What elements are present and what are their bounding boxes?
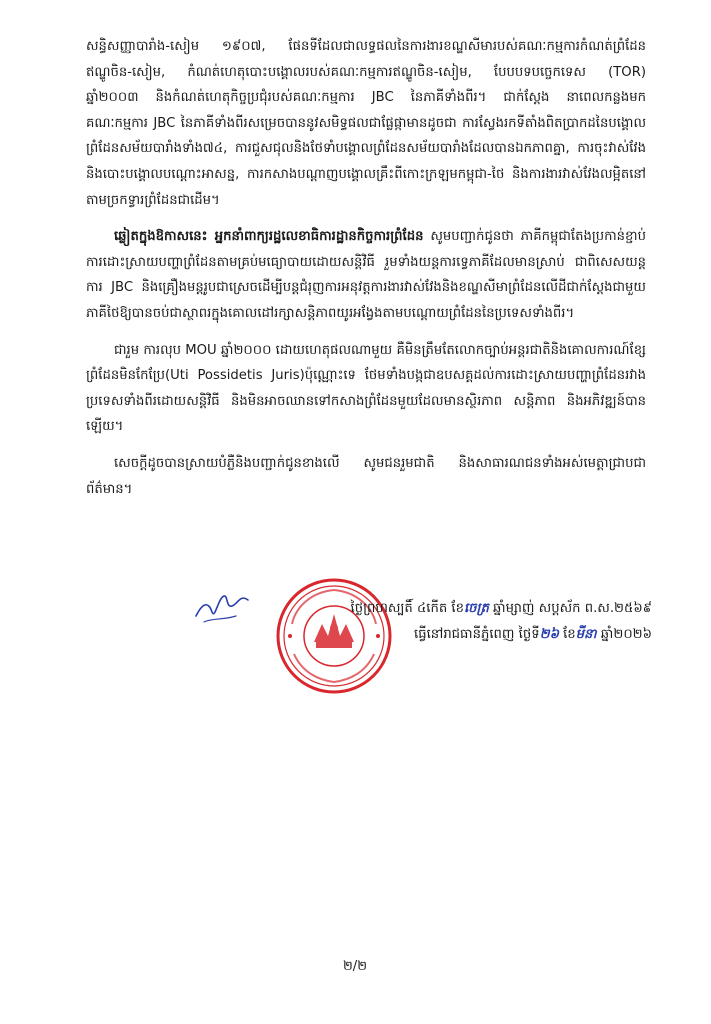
page-number: ២/២ bbox=[342, 959, 368, 974]
day-handwritten: ២៦ bbox=[539, 627, 559, 642]
month-handwritten: មីនា bbox=[575, 627, 597, 642]
paragraph-2-bold-lead: ឆ្លៀតក្នុងឱកាសនេះ អ្នកនាំពាក្យរដ្ឋលេខាធិការដ្ឋានកិច្ចការព្រំដែន bbox=[114, 229, 424, 245]
date-block bbox=[312, 596, 652, 648]
place-date-line bbox=[312, 622, 652, 648]
paragraph-2 bbox=[86, 224, 646, 326]
paragraph-2-text: សូមបញ្ជាក់ជូនថា ភាគីកម្ពុជាតែងប្រកាន់ខ្ជាប់ការដោះស្រាយបញ្ហាព្រំដែនតាមគ្រប់មធ្យោបាយដោយសន្តិវិធី រួមទាំងយន្តការទ្វេភាគីដែលមានស្រាប់ ជាពិសេសយន្តការ JBC និងគ្រឿងមន្តរូបជាស្រេចដើម្បីបន្តជំរុញការអនុវត្តការងារវាស់វែងនិងខណ្ឌសីមាព្រំដែនលើដីជាក់ស្តែងជាមួយភាគីថៃឱ្យបានចប់ជាស្ថាពរក្នុងគោលដៅរក្សាសន្តិភាពយូរអង្វែងតាមបណ្តោយព្រំដែននៃប្រទេសទាំងពីរ។ bbox=[86, 229, 646, 321]
lunar-date-prefix: ថ្ងៃព្រហស្បតិ៍ ៤កើត ខែ bbox=[350, 601, 464, 616]
lunar-month-handwritten: ចេត្រ bbox=[464, 601, 489, 616]
paragraph-1: សន្ធិសញ្ញាបារាំង-សៀម ១៩០៧, ផែនទីដែលជាលទ្ធផលនៃការងារខណ្ឌសីមារបស់គណៈកម្មការកំណត់ព្រំដែនឥណ្ឌូចិន-សៀម, កំណត់ហេតុបោះបង្គោលរបស់គណៈកម្មការឥណ្ឌូចិន-សៀម, បែបបទបច្ចេកទេស (TOR) ឆ្នាំ២០០៣ និងកំណត់ហេតុកិច្ចប្រជុំរបស់គណៈកម្មការ JBC នៃភាគីទាំងពីរ។ ជាក់ស្តែង នាពេលកន្លងមក គណៈកម្មការ JBC នៃភាគីទាំងពីរសម្រេចបាននូវសមិទ្ធផលជាផ្លែផ្កាមានដូចជា ការស្វែងរកទីតាំងពិតប្រាកដនៃបង្គោលព្រំដែនសម័យបារាំងទាំង៧៤, ការជួសជុលនិងថែទាំបង្គោលព្រំដែនសម័យបារាំងដែលបានឯកភាពគ្នា, ការចុះវាស់វែងនិងបោះបង្គោលបណ្តោះអាសន្ន, ការកសាងបណ្តាញបង្គោលគ្រឹះពីកោះក្រឡមកម្ពុជា-ថៃ និងការងារវាស់វែងលម្អិតនៅតាមច្រកទ្វារព្រំដែនជាដើម។ bbox=[86, 39, 646, 208]
lunar-date-line bbox=[312, 596, 652, 622]
month-label: ខែ bbox=[558, 627, 576, 642]
year-suffix: ឆ្នាំ២០២៦ bbox=[596, 627, 652, 642]
lunar-date-suffix: ឆ្នាំម្សាញ់ សប្តស័ក ព.ស.២៥៦៩ bbox=[488, 601, 652, 616]
place-prefix: ធ្វើនៅរាជធានីភ្នំពេញ ថ្ងៃទី bbox=[414, 627, 540, 642]
paragraph-3: ជារួម ការលុប MOU ឆ្នាំ២០០០ ដោយហេតុផលណាមួយ គឺមិនត្រឹមតែលោកច្បាប់អន្តរជាតិនិងគោលការណ៍ខ្សែព្រំដែនមិនកែប្រែ(Uti Possidetis Juris)ប៉ុណ្ណោះទេ ថែមទាំងបង្កជាឧបសគ្គដល់ការដោះស្រាយបញ្ហាព្រំដែនរវាងប្រទេសទាំងពីរដោយសន្តិវិធី និងមិនអាចឈានទៅកសាងព្រំដែនមួយដែលមានស្ថិរភាព សន្តិភាព និងអភិវឌ្ឍន៍បានឡើយ។ bbox=[86, 342, 646, 435]
document-body bbox=[86, 34, 646, 513]
paragraph-4: សេចក្តីដូចបានស្រាយបំភ្លឺនិងបញ្ជាក់ជូនខាងលើ សូមជនរួមជាតិ និងសាធារណជនទាំងអស់មេត្តាជ្រាបជាព័ត៌មាន។ bbox=[86, 455, 646, 497]
signature-mark bbox=[190, 586, 260, 630]
